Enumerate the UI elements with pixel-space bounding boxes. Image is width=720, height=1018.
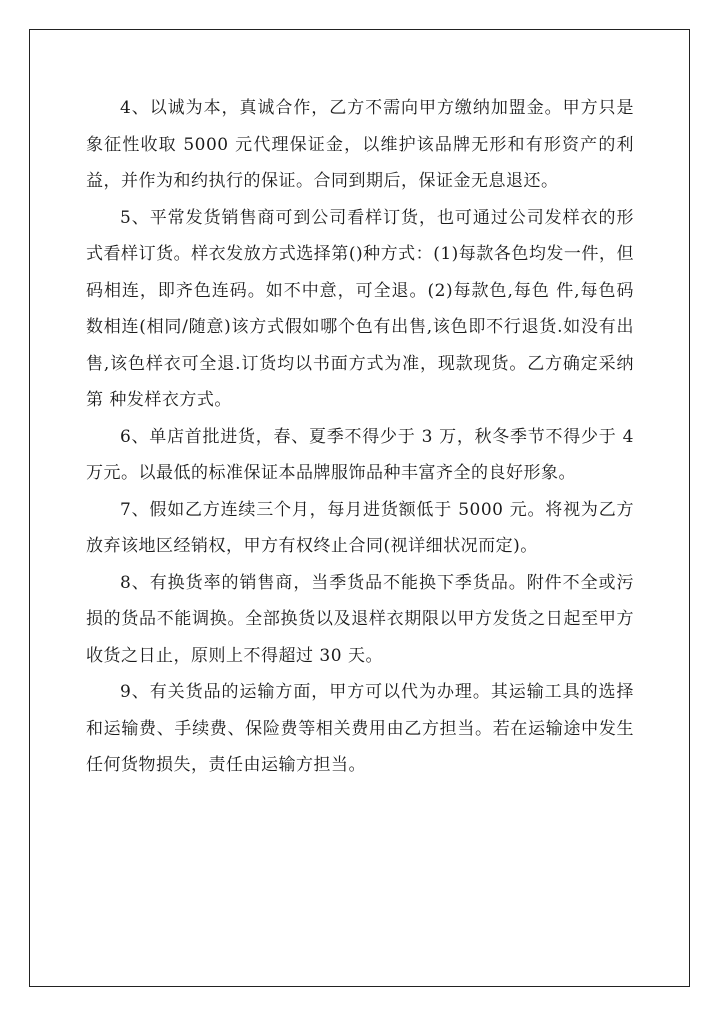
paragraph-5: 5、平常发货销售商可到公司看样订货，也可通过公司发样衣的形式看样订货。样衣发放方式选择第()种方式：(1)每款各色均发一件，但码相连，即齐色连码。如不中意，可全退。(2)每款色,每色 件,每色码数相连(相同/随意)该方式假如哪个色有出售,该色即不行退货.如没有出售,该色样衣可全退.订货均以书面方式为准，现款现货。乙方确定采纳第 种发样衣方式。 [86, 207, 634, 410]
paragraph-4: 4、以诚为本，真诚合作，乙方不需向甲方缴纳加盟金。甲方只是象征性收取 5000 元代理保证金，以维护该品牌无形和有形资产的利益，并作为和约执行的保证。合同到期后，保证金无息退还。 [86, 98, 634, 191]
paragraph-8: 8、有换货率的销售商，当季货品不能换下季货品。附件不全或污损的货品不能调换。全部换货以及退样衣期限以甲方发货之日起至甲方收货之日止，原则上不得超过 30 天。 [86, 572, 634, 666]
document-body [86, 90, 634, 784]
paragraph-7: 7、假如乙方连续三个月，每月进货额低于 5000 元。将视为乙方放弃该地区经销权，甲方有权终止合同(视详细状况而定)。 [86, 499, 634, 556]
paragraph-9: 9、有关货品的运输方面，甲方可以代为办理。其运输工具的选择和运输费、手续费、保险费等相关费用由乙方担当。若在运输途中发生任何货物损失，责任由运输方担当。 [86, 682, 634, 775]
paragraph-6: 6、单店首批进货，春、夏季不得少于 3 万，秋冬季节不得少于 4 万元。以最低的标准保证本品牌服饰品种丰富齐全的良好形象。 [86, 426, 634, 483]
